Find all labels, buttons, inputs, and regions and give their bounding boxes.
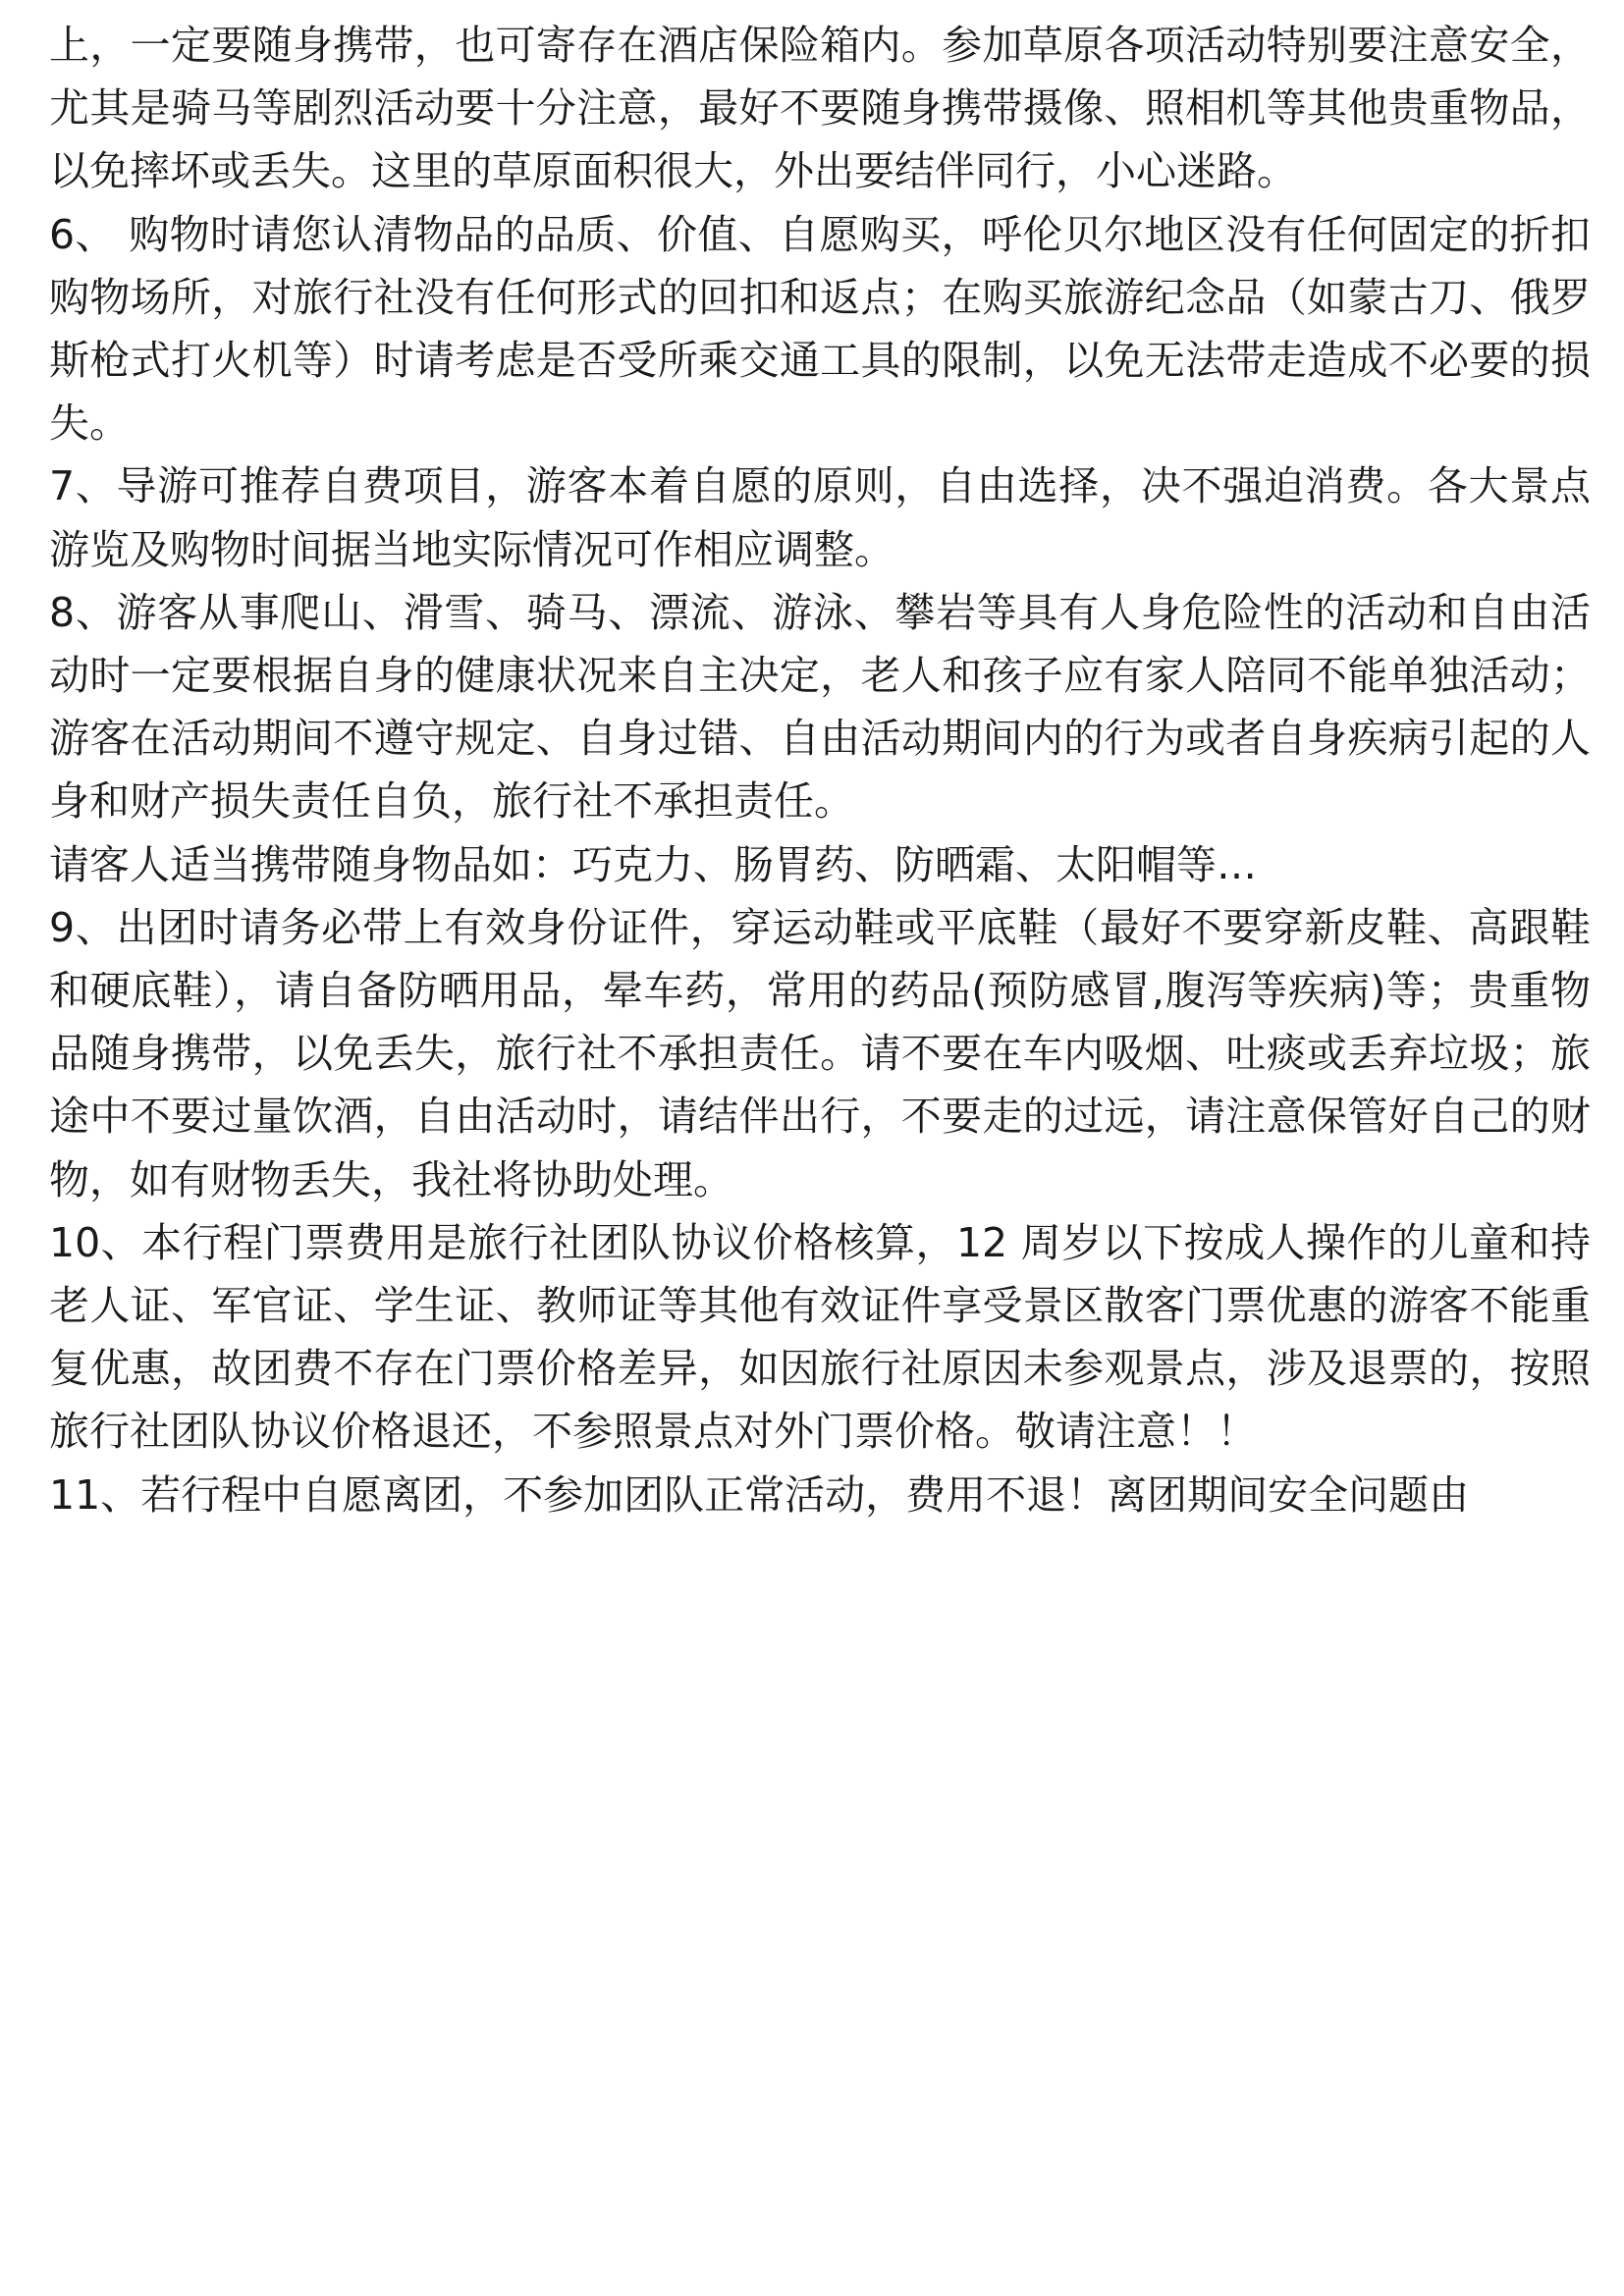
paragraph-items-to-carry: 请客人适当携带随身物品如：巧克力、肠胃药、防晒霜、太阳帽等… [49, 840, 1257, 888]
paragraph-item-10-ticket-fees: 10、本行程门票费用是旅行社团队协议价格核算，12 周岁以下按成人操作的儿童和持老人证、军官证、学生证、教师证等其他有效证件享受景区散客门票优惠的游客不能重复优惠，故团费不存在门票价格差异，如因旅行社原因未参观景点，涉及退票的，按照旅行社团队协议价格退还，不参照景点对外门票价格。敬请注意！！ [49, 1218, 1591, 1456]
paragraph-item-8-risky-activities: 8、游客从事爬山、滑雪、骑马、漂流、游泳、攀岩等具有人身危险性的活动和自由活动时一定要根据自身的健康状况来自主决定，老人和孩子应有家人陪同不能单独活动；游客在活动期间不遵守规定、自身过错、自由活动期间内的行为或者自身疾病引起的人身和财产损失责任自负，旅行社不承担责任。 [49, 588, 1591, 826]
paragraph-item-6-shopping: 6、 购物时请您认清物品的品质、价值、自愿购买，呼伦贝尔地区没有任何固定的折扣购物场所，对旅行社没有任何形式的回扣和返点；在购买旅游纪念品（如蒙古刀、俄罗斯枪式打火机等）时请考虑是否受所乘交通工具的限制，以免无法带走造成不必要的损失。 [49, 210, 1591, 448]
paragraph-safety-continued: 上，一定要随身携带，也可寄存在酒店保险箱内。参加草原各项活动特别要注意安全，尤其是骑马等剧烈活动要十分注意，最好不要随身携带摄像、照相机等其他贵重物品，以免摔坏或丢失。这里的草原面积很大，外出要结伴同行，小心迷路。 [49, 22, 1591, 195]
document-page [49, 14, 1591, 1526]
paragraph-item-11-leaving-group: 11、若行程中自愿离团，不参加团队正常活动，费用不退！离团期间安全问题由 [49, 1470, 1470, 1519]
paragraph-item-7-optional-tours: 7、导游可推荐自费项目，游客本着自愿的原则，自由选择，决不强迫消费。各大景点游览及购物时间据当地实际情况可作相应调整。 [49, 462, 1591, 573]
paragraph-item-9-departure-notes: 9、出团时请务必带上有效身份证件，穿运动鞋或平底鞋（最好不要穿新皮鞋、高跟鞋和硬底鞋），请自备防晒用品，晕车药，常用的药品(预防感冒,腹泻等疾病)等；贵重物品随身携带，以免丢失，旅行社不承担责任。请不要在车内吸烟、吐痰或丢弃垃圾；旅途中不要过量饮酒，自由活动时，请结伴出行，不要走的过远，请注意保管好自己的财物，如有财物丢失，我社将协助处理。 [49, 903, 1591, 1203]
